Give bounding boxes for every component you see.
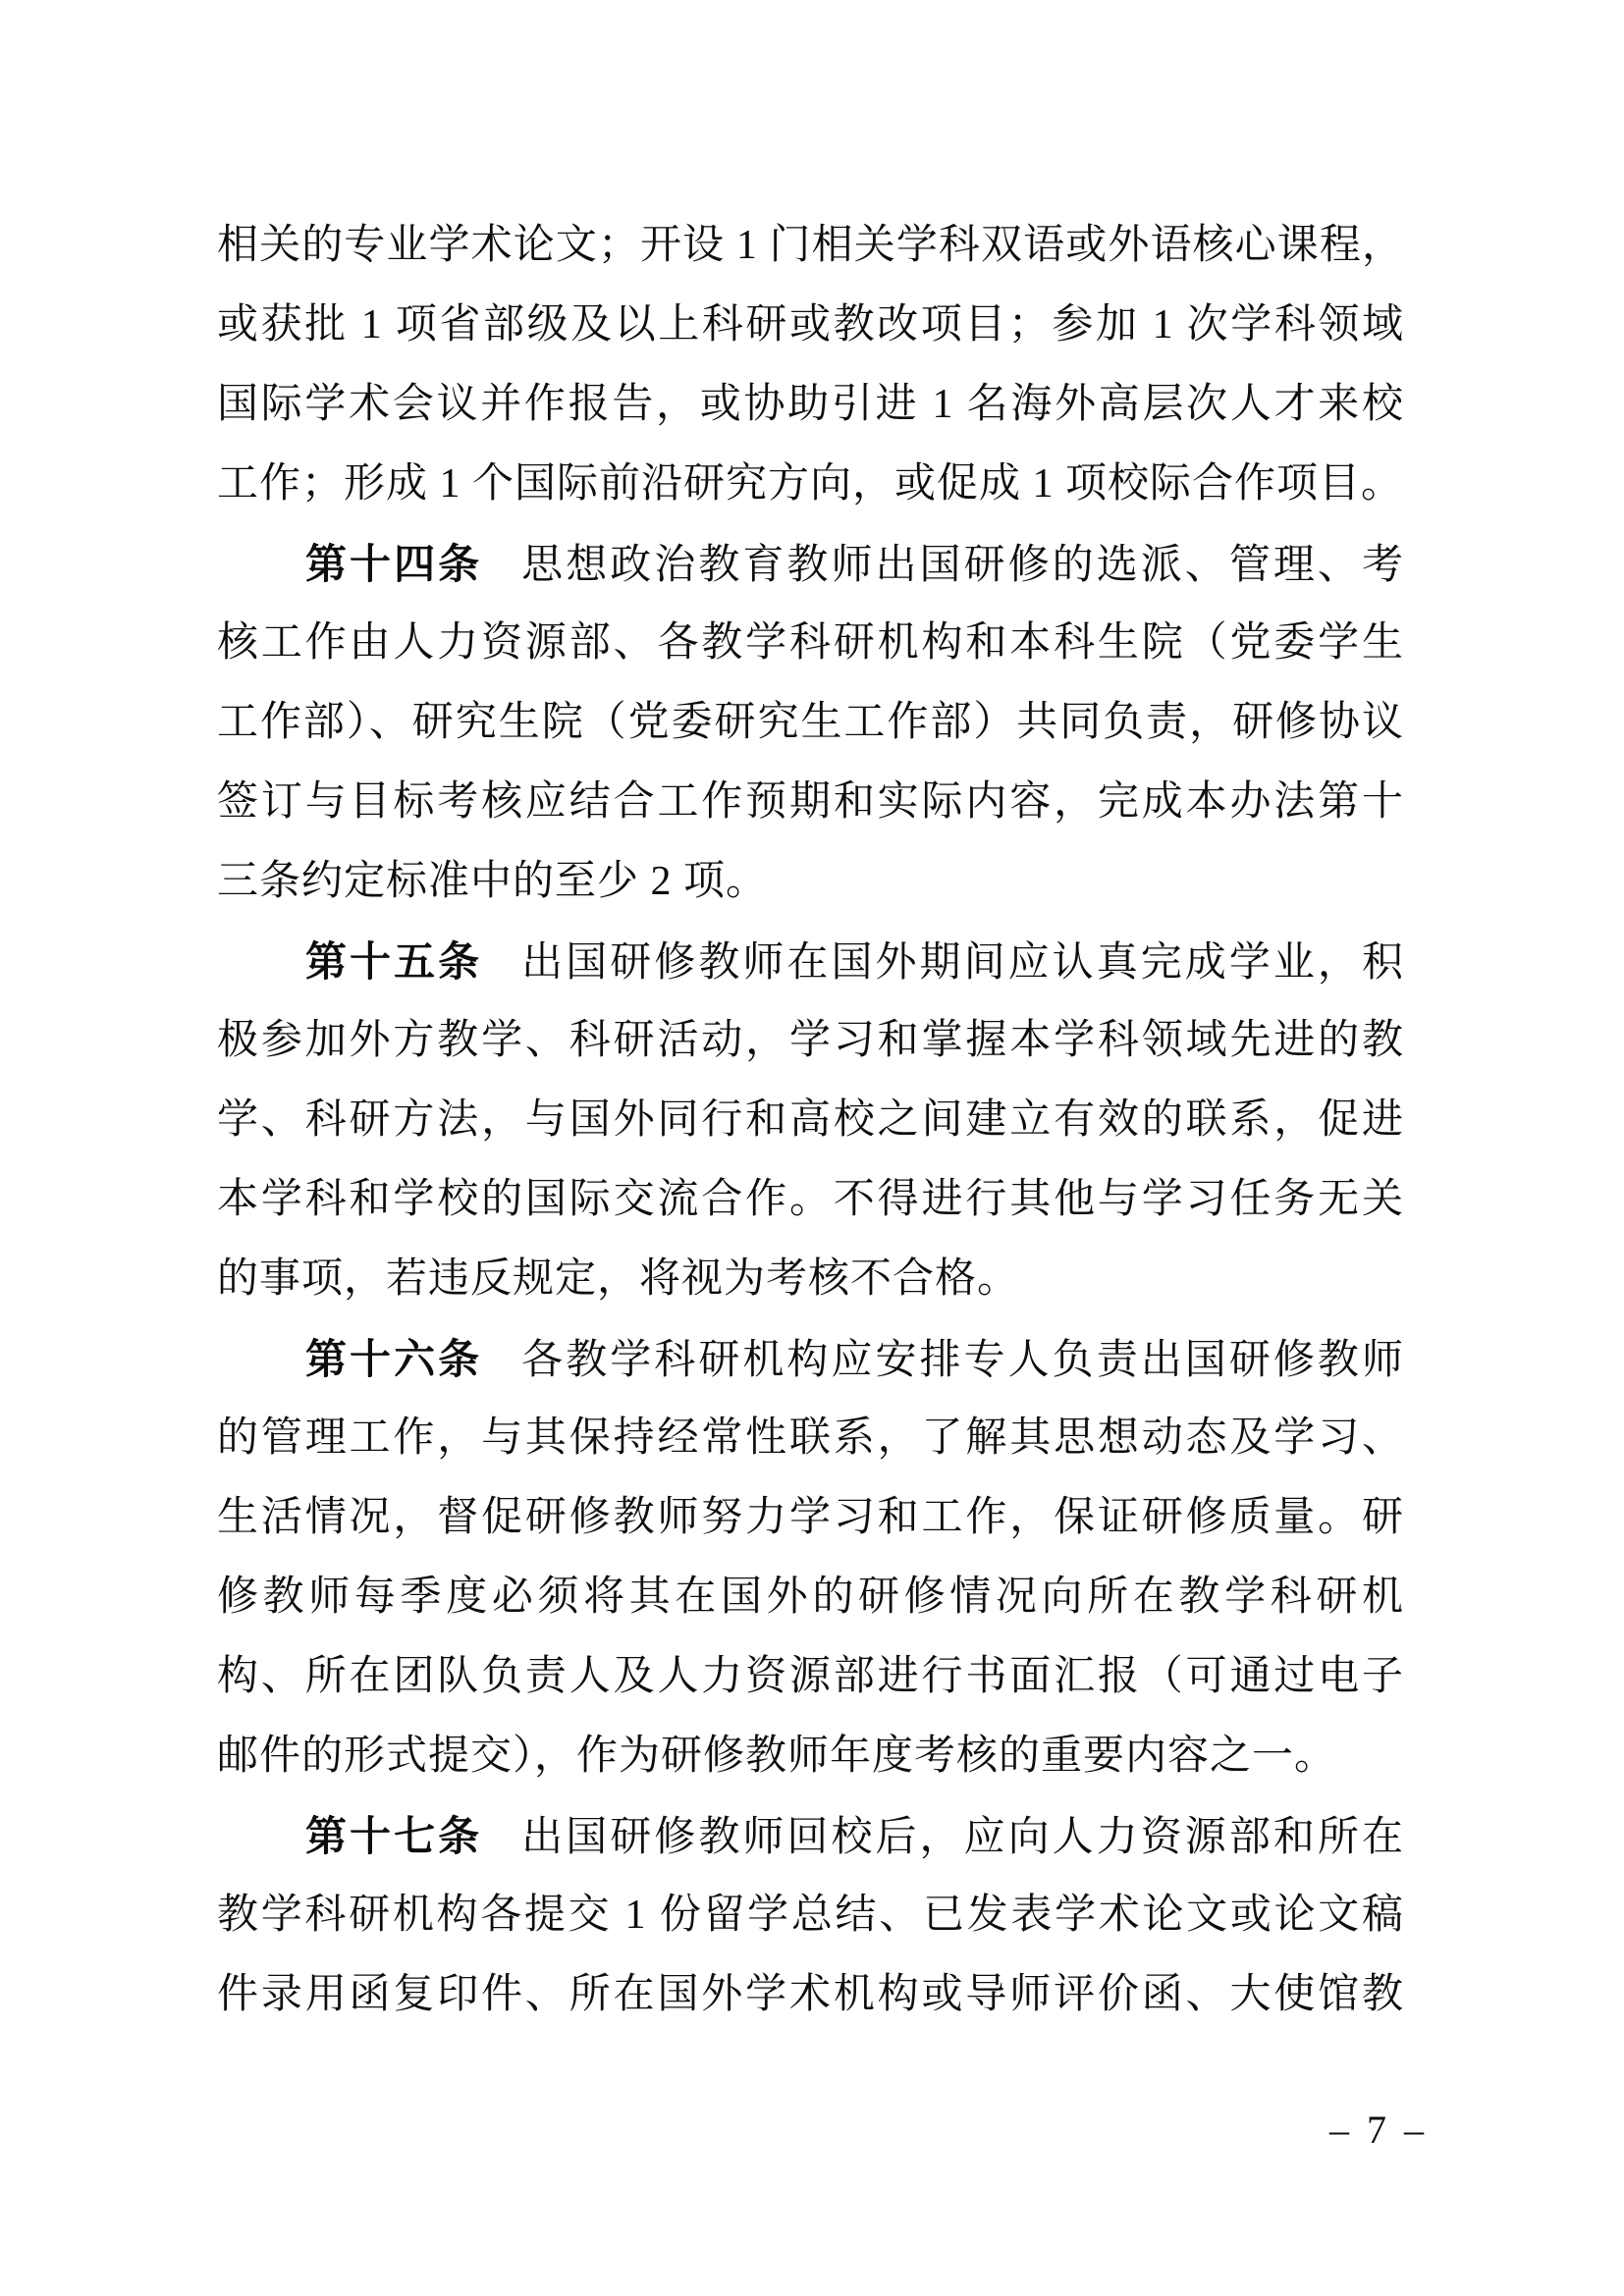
line-text: 相关的专业学术论文；开设 1 门相关学科双语或外语核心课程， xyxy=(217,223,1404,268)
text-line xyxy=(217,1319,1404,1399)
line-text: 极参加外方教学、科研活动，学习和掌握本学科领域先进的教 xyxy=(217,1018,1404,1063)
line-text: 思想政治教育教师出国研修的选派、管理、考 xyxy=(521,543,1404,588)
line-text: 件录用函复印件、所在国外学术机构或导师评价函、大使馆教 xyxy=(217,1972,1404,2017)
article-heading: 第十四条 xyxy=(305,541,483,587)
text-line xyxy=(217,365,1404,445)
text-line xyxy=(217,763,1404,842)
line-text: 签订与目标考核应结合工作预期和实际内容，完成本办法第十 xyxy=(217,779,1404,825)
page-footer xyxy=(1329,2107,1428,2154)
article-heading: 第十五条 xyxy=(305,938,483,985)
text-line xyxy=(217,1558,1404,1637)
line-text: 各教学科研机构应安排专人负责出国研修教师 xyxy=(521,1338,1404,1383)
line-text: 核工作由人力资源部、各教学科研机构和本科生院（党委学生 xyxy=(217,620,1404,666)
text-line xyxy=(217,206,1404,286)
text-line xyxy=(217,1637,1404,1717)
text-line xyxy=(217,604,1404,683)
article-heading: 第十七条 xyxy=(305,1813,483,1859)
text-line xyxy=(217,1160,1404,1240)
line-text: 生活情况，督促研修教师努力学习和工作，保证研修质量。研 xyxy=(217,1495,1404,1540)
text-line xyxy=(217,1001,1404,1081)
text-line xyxy=(217,922,1404,1001)
line-text: 国际学术会议并作报告，或协助引进 1 名海外高层次人才来校 xyxy=(217,382,1404,427)
text-line xyxy=(217,1876,1404,1955)
text-line xyxy=(217,1478,1404,1558)
text-line xyxy=(217,286,1404,365)
text-line xyxy=(217,842,1404,922)
text-line xyxy=(217,1399,1404,1478)
line-text: 本学科和学校的国际交流合作。不得进行其他与学习任务无关 xyxy=(217,1177,1404,1222)
article-heading: 第十六条 xyxy=(305,1336,483,1382)
line-text: 教学科研机构各提交 1 份留学总结、已发表学术论文或论文稿 xyxy=(217,1893,1404,1938)
line-text: 工作；形成 1 个国际前沿研究方向，或促成 1 项校际合作项目。 xyxy=(217,461,1404,507)
line-text: 三条约定标准中的至少 2 项。 xyxy=(217,859,769,904)
text-line xyxy=(217,445,1404,524)
text-line xyxy=(217,524,1404,604)
line-text: 出国研修教师回校后，应向人力资源部和所在 xyxy=(521,1815,1404,1860)
line-text: 学、科研方法，与国外同行和高校之间建立有效的联系，促进 xyxy=(217,1097,1404,1143)
line-text: 出国研修教师在国外期间应认真完成学业，积 xyxy=(521,940,1404,986)
line-text: 邮件的形式提交），作为研修教师年度考核的重要内容之一。 xyxy=(217,1734,1337,1779)
text-line xyxy=(217,1240,1404,1319)
line-text: 或获批 1 项省部级及以上科研或教改项目；参加 1 次学科领域 xyxy=(217,302,1404,347)
page-number: – 7 – xyxy=(1329,2108,1428,2152)
text-line xyxy=(217,1796,1404,1876)
document-body xyxy=(217,206,1404,2035)
text-line xyxy=(217,1717,1404,1796)
line-text: 的管理工作，与其保持经常性联系，了解其思想动态及学习、 xyxy=(217,1415,1404,1461)
line-text: 构、所在团队负责人及人力资源部进行书面汇报（可通过电子 xyxy=(217,1654,1404,1699)
line-text: 工作部）、研究生院（党委研究生工作部）共同负责，研修协议 xyxy=(217,700,1404,745)
text-line xyxy=(217,1081,1404,1160)
text-line xyxy=(217,683,1404,763)
text-line xyxy=(217,1955,1404,2035)
line-text: 的事项，若违反规定，将视为考核不合格。 xyxy=(217,1256,1020,1302)
line-text: 修教师每季度必须将其在国外的研修情况向所在教学科研机 xyxy=(217,1575,1404,1620)
